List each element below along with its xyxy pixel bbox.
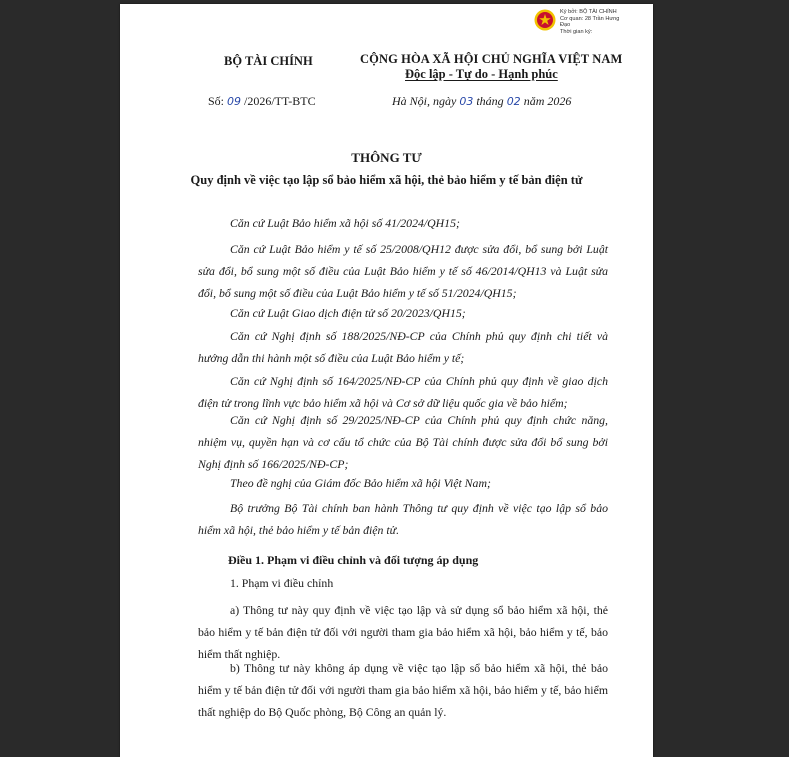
national-emblem-icon [534, 9, 556, 31]
date-place: Hà Nội, ngày [392, 94, 457, 108]
document-type: THÔNG TƯ [351, 150, 422, 165]
handwritten-number: 09 [227, 95, 242, 108]
article-heading: Điều 1. Phạm vi điều chỉnh và đối tượng áp dụng [228, 553, 479, 567]
number-prefix: Số: [208, 94, 225, 108]
clause-point-a: a) Thông tư này quy định về việc tạo lập và sử dụng sổ bảo hiểm xã hội, thẻ bảo hiểm y tế bản điện tử đối với người tham gia bảo hiểm xã hội, bảo hiểm y tế, bảo hiểm thất nghiệp. [198, 603, 608, 661]
preamble-paragraph: Căn cứ Nghị định số 188/2025/NĐ-CP của Chính phủ quy định chi tiết và hướng dẫn thi hành một số điều của Luật Bảo hiểm y tế; [198, 329, 608, 365]
signature-time: Thời gian ký: [560, 29, 593, 35]
preamble-paragraph: Căn cứ Luật Bảo hiểm xã hội số 41/2024/QH15; [230, 216, 460, 230]
ministry-name: BỘ TÀI CHÍNH [224, 54, 313, 68]
preamble-paragraph: Căn cứ Luật Giao dịch điện tử số 20/2023/QH15; [230, 306, 466, 320]
date-year-label: năm 2026 [523, 94, 572, 108]
preamble-paragraph: Căn cứ Nghị định số 29/2025/NĐ-CP của Chính phủ quy định chức năng, nhiệm vụ, quyền hạn và cơ cấu tổ chức của Bộ Tài chính được sửa đổi bổ sung bởi Nghị định số 166/2025/NĐ-CP; [198, 413, 608, 471]
republic-name: CỘNG HÒA XÃ HỘI CHỦ NGHĨA VIỆT NAM [360, 52, 623, 66]
clause-heading: 1. Phạm vi điều chỉnh [230, 576, 334, 590]
issue-date [392, 94, 571, 109]
signature-agency-cont: Đạo [560, 22, 571, 28]
preamble-paragraph: Theo đề nghị của Giám đốc Bảo hiểm xã hội Việt Nam; [230, 476, 491, 490]
date-month-label: tháng [476, 94, 504, 108]
signature-signer: Ký bởi: BỘ TÀI CHÍNH [560, 9, 617, 15]
digital-signature [532, 7, 652, 43]
number-suffix: /2026/TT-BTC [244, 94, 316, 108]
document-number [208, 94, 316, 109]
preamble-paragraph: Bộ trưởng Bộ Tài chính ban hành Thông tư quy định về việc tạo lập sổ bảo hiểm xã hội, thẻ bảo hiểm y tế bản điện tử. [198, 501, 608, 537]
preamble-paragraph: Căn cứ Luật Bảo hiểm y tế số 25/2008/QH12 được sửa đổi, bổ sung bởi Luật sửa đổi, bổ sung một số điều của Luật Bảo hiểm y tế số 46/2014/QH13 và Luật sửa đổi, bổ sung một số điều của Luật Bảo hiểm y tế số 51/2024/QH15; [198, 242, 608, 300]
document-title: Quy định về việc tạo lập sổ bảo hiểm xã hội, thẻ bảo hiểm y tế bản điện tử [190, 173, 583, 187]
handwritten-month: 02 [506, 95, 521, 108]
national-motto: Độc lập - Tự do - Hạnh phúc [405, 67, 558, 81]
preamble-paragraph: Căn cứ Nghị định số 164/2025/NĐ-CP của Chính phủ quy định về giao dịch điện tử trong lĩnh vực bảo hiểm xã hội và Cơ sở dữ liệu quốc gia về bảo hiểm; [198, 374, 608, 410]
clause-point-b: b) Thông tư này không áp dụng về việc tạo lập sổ bảo hiểm xã hội, thẻ bảo hiểm y tế bản điện tử đối với người tham gia bảo hiểm xã hội, bảo hiểm y tế, bảo hiểm thất nghiệp do Bộ Quốc phòng, Bộ Công an quản lý. [198, 661, 608, 719]
document-page [120, 4, 653, 757]
handwritten-day: 03 [459, 95, 474, 108]
signature-agency: Cơ quan: 28 Trần Hưng [560, 16, 620, 22]
